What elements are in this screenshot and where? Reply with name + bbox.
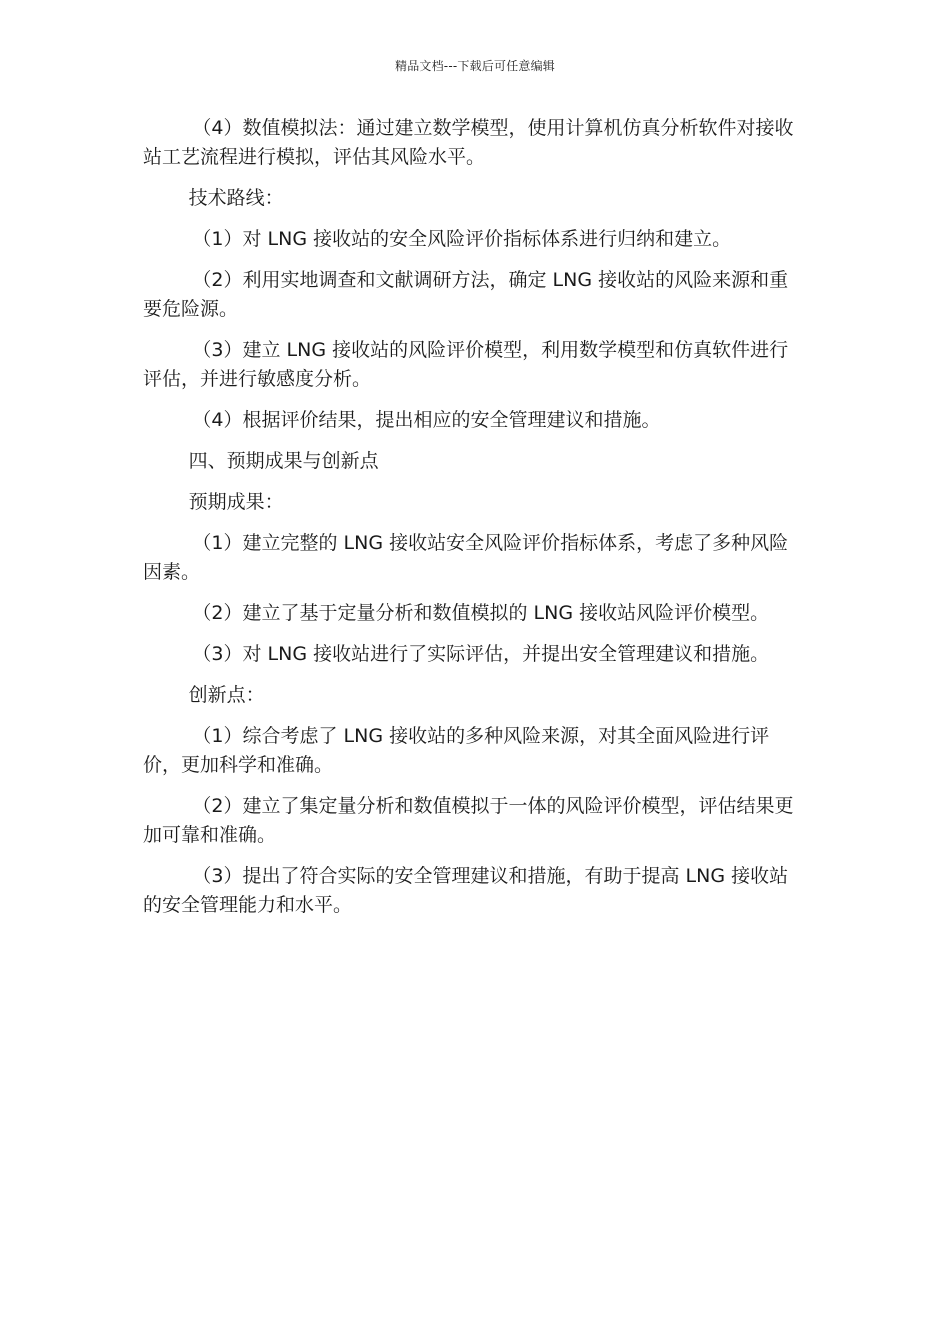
section-heading-technical-route: 技术路线：: [188, 187, 284, 209]
paragraph-outcome-1: （1）建立完整的 LNG 接收站安全风险评价指标体系，考虑了多种风险因素。: [143, 532, 789, 583]
document-body: [143, 114, 807, 932]
paragraph-route-2: （2）利用实地调查和文献调研方法，确定 LNG 接收站的风险来源和重要危险源。: [143, 269, 789, 320]
page-header: 精品文档---下载后可任意编辑: [395, 59, 555, 73]
paragraph-innovation-3: （3）提出了符合实际的安全管理建议和措施，有助于提高 LNG 接收站的安全管理能力和水平。: [143, 865, 789, 916]
paragraph-outcome-3: （3）对 LNG 接收站进行了实际评估，并提出安全管理建议和措施。: [192, 643, 770, 665]
paragraph-route-3: （3）建立 LNG 接收站的风险评价模型，利用数学模型和仿真软件进行评估，并进行敏感度分析。: [143, 339, 789, 390]
paragraph-innovation-2: （2）建立了集定量分析和数值模拟于一体的风险评价模型，评估结果更加可靠和准确。: [143, 795, 794, 846]
paragraph-innovation-1: （1）综合考虑了 LNG 接收站的多种风险来源，对其全面风险进行评价，更加科学和准确。: [143, 725, 770, 776]
paragraph-outcome-2: （2）建立了基于定量分析和数值模拟的 LNG 接收站风险评价模型。: [192, 602, 770, 624]
section-heading-innovation: 创新点：: [188, 684, 265, 706]
paragraph-route-1: （1）对 LNG 接收站的安全风险评价指标体系进行归纳和建立。: [192, 228, 732, 250]
paragraph-method-4: （4）数值模拟法：通过建立数学模型，使用计算机仿真分析软件对接收站工艺流程进行模拟，评估其风险水平。: [143, 117, 794, 168]
paragraph-route-4: （4）根据评价结果，提出相应的安全管理建议和措施。: [192, 409, 661, 431]
section-heading-expected-outcomes: 预期成果：: [188, 491, 284, 513]
section-heading-outcomes-innovation: 四、预期成果与创新点: [188, 450, 379, 472]
